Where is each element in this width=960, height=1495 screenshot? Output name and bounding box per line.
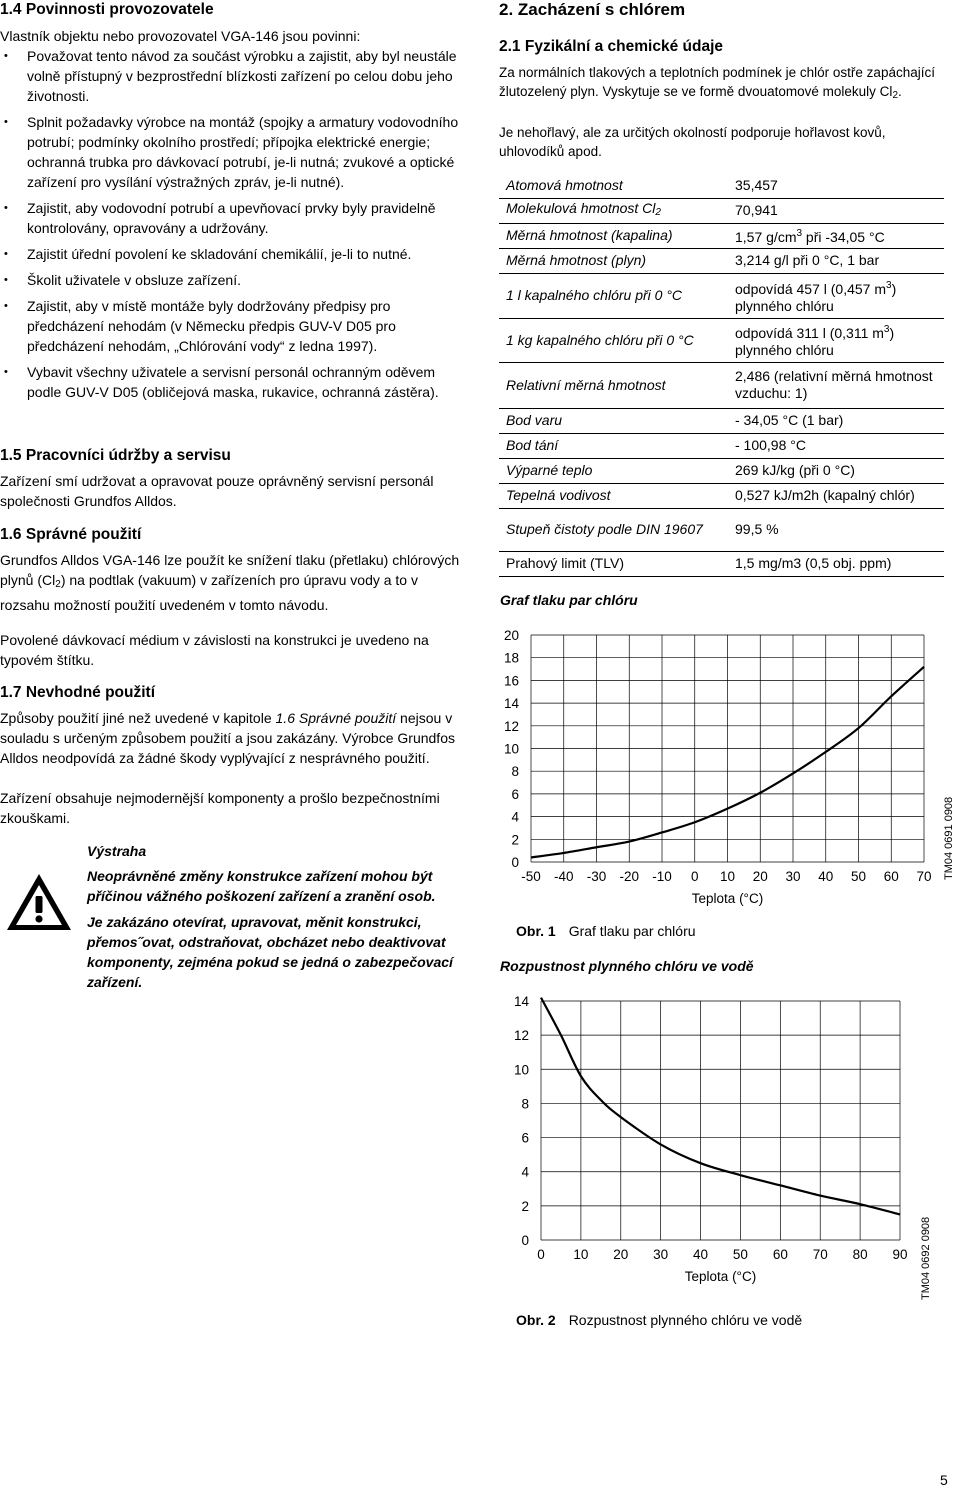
x-tick-label: 70 [916, 869, 932, 884]
x-tick-label: 40 [693, 1247, 709, 1262]
section-1-4-title: 1.4 Povinnosti provozovatele [0, 1, 214, 18]
x-tick-label: 10 [719, 869, 736, 884]
vapor-pressure-chart [490, 618, 950, 918]
bullet-icon: • [4, 300, 8, 312]
section-1-4-intro: Vlastník objektu nebo provozovatel VGA-146 jsou povinni: [0, 28, 361, 44]
table-row: Molekulová hmotnost $Cl_2$ 70,941 [499, 198, 944, 223]
bullet-icon: • [4, 248, 8, 260]
series-line [541, 998, 900, 1215]
section-1-7-paragraph-1: Způsoby použití jiné než uvedené v kapitole 1.6 Správné použití nejsou v souladu s určeným způsobem použití a jsou zakázány. Výrobce Grundfos Alldos neodpovídá za žádné škody vyplývající z nesprávného použití. [0, 710, 455, 766]
table-row: Relativní měrná hmotnost 2,486 (relativní měrná hmotnost vzduchu: 1) [499, 362, 944, 408]
figure-2-code: TM04 0692 0908 [920, 1216, 932, 1300]
warning-text-1: Neoprávněné změny konstrukce zařízení mohou být příčinou vážného poškození zařízení a zranění osob. [87, 868, 436, 904]
x-tick-label: 20 [752, 869, 768, 884]
table-row: 1 l kapalného chlóru při 0 °C odpovídá 457 l (0,457 $m^3$) plynného chlóru [499, 273, 944, 318]
bullet-icon: • [4, 202, 8, 214]
x-tick-label: -10 [652, 869, 672, 884]
list-item: • Zajistit úřední povolení ke skladování chemikálií, je-li to nutné. [4, 246, 412, 262]
warning-icon [5, 872, 73, 932]
y-tick-label: 10 [513, 1062, 529, 1078]
y-tick-label: 0 [521, 1233, 529, 1248]
y-tick-label: 10 [503, 741, 519, 757]
x-tick-label: -40 [553, 869, 574, 884]
x-tick-label: 30 [785, 869, 801, 884]
chlorine-properties-table [499, 173, 944, 577]
section-1-6-paragraph-1: Grundfos Alldos VGA-146 lze použít ke snížení tlaku (přetlaku) chlórových plynů $(Cl_2)$ na podtlak (vakuum) v zařízeních pro úpravu vody a to v rozsahu možností použití uvedeném v tomto návodu. [0, 552, 460, 613]
y-tick-label: 4 [511, 809, 519, 825]
list-item: • Zajistit, aby vodovodní potrubí a upevňovací prvky byly pravidelně kontrolovány, opravovány a udržovány. [4, 200, 436, 236]
figure-1-code: TM04 0691 0908 [943, 796, 955, 880]
section-2-1-paragraph-2: Je nehořlavý, ale za určitých okolností podporuje hořlavost kovů, uhlovodíků apod. [499, 125, 886, 159]
y-tick-label: 8 [511, 764, 519, 780]
section-2-1-paragraph-1: Za normálních tlakových a teplotních podmínek je chlór ostře zapáchající žlutozelený plyn. Vyskytuje se ve formě dvouatomové molekuly $Cl_2$. [499, 65, 935, 101]
table-row: Bod varu - 34,05 °C (1 bar) [499, 408, 944, 433]
table-row: Stupeň čistoty podle DIN 19607 99,5 % [499, 508, 944, 551]
bullet-icon: • [4, 274, 8, 286]
x-tick-label: 10 [573, 1247, 589, 1262]
x-tick-label: 60 [772, 1247, 788, 1262]
x-tick-label: 50 [850, 869, 867, 884]
y-tick-label: 6 [511, 786, 519, 802]
y-tick-label: 12 [503, 718, 519, 734]
solubility-chart [490, 985, 950, 1305]
list-item: • Považovat tento návod za součást výrobku a zajistit, aby byl neustále volně přístupný v bezprostřední blízkosti zařízení po celou dobu jeho životnosti. [4, 48, 457, 104]
y-tick-label: 4 [521, 1164, 529, 1180]
x-tick-label: 50 [732, 1247, 748, 1262]
table-row: Atomová hmotnost 35,457 [499, 173, 944, 198]
table-row: Měrná hmotnost (kapalina) 1,57 $g/cm^3$ při -34,05 °C [499, 223, 944, 248]
warning-title: Výstraha [87, 843, 147, 859]
x-tick-label: 0 [537, 1247, 545, 1262]
y-tick-label: 8 [521, 1096, 529, 1112]
table-row: Prahový limit (TLV) 1,5 mg/m3 (0,5 obj. ppm) [499, 551, 944, 576]
y-tick-label: 20 [503, 628, 519, 643]
section-1-5-text: Zařízení smí udržovat a opravovat pouze oprávněný servisní personál společnosti Grundfos Alldos. [0, 473, 434, 509]
x-tick-label: 30 [653, 1247, 669, 1262]
table-row: Bod tání - 100,98 °C [499, 433, 944, 458]
section-1-5-title: 1.5 Pracovníci údržby a servisu [0, 447, 231, 464]
figure-2-heading: Rozpustnost plynného chlóru ve vodě [500, 958, 754, 974]
list-item: • Zajistit, aby v místě montáže byly dodržovány předpisy pro předcházení nehodám (v Německu předpis GUV-V D05 pro předcházení nehodám, „Chlórování vody“ z ledna 1997). [4, 298, 396, 354]
section-2-title: 2. Zacházení s chlórem [499, 0, 686, 19]
y-tick-label: 18 [503, 650, 519, 666]
y-tick-label: 2 [521, 1198, 529, 1214]
section-1-6-title: 1.6 Správné použití [0, 526, 142, 543]
x-axis-label: Teplota (°C) [684, 1269, 757, 1284]
x-tick-label: 70 [812, 1247, 828, 1262]
list-item: • Školit uživatele v obsluze zařízení. [4, 272, 241, 288]
x-tick-label: 0 [690, 869, 699, 884]
x-tick-label: 60 [883, 869, 899, 884]
table-row: Měrná hmotnost (plyn) 3,214 g/l při 0 °C, 1 bar [499, 248, 944, 273]
x-tick-label: -20 [619, 869, 640, 884]
y-tick-label: 12 [513, 1028, 529, 1044]
duties-list [0, 46, 465, 402]
warning-text-2: Je zakázáno otevírat, upravovat, měnit konstrukci, přemos˝ovat, odstraňovat, obcházet nebo deaktivovat komponenty, zejména pokud se jedná o zabezpečovací zařízení. [87, 914, 453, 990]
section-1-7-title: 1.7 Nevhodné použití [0, 684, 156, 701]
x-tick-label: 20 [613, 1247, 629, 1262]
y-tick-label: 2 [511, 832, 519, 848]
y-tick-label: 14 [503, 696, 519, 712]
x-tick-label: 40 [818, 869, 834, 884]
list-item: • Vybavit všechny uživatele a servisní personál ochranným oděvem podle GUV-V D05 (obličejová maska, rukavice, ochranná zástěra). [4, 364, 439, 400]
table-row: 1 kg kapalného chlóru při 0 °C odpovídá 311 l (0,311 $m^3$) plynného chlóru [499, 318, 944, 362]
x-tick-label: 90 [892, 1247, 908, 1262]
x-tick-label: -50 [521, 869, 541, 884]
list-item: • Splnit požadavky výrobce na montáž (spojky a armatury vodovodního potrubí; podmínky okolního prostředí; přípojka elektrické energie; ochranná trubka pro dávkovací potrubí, je-li nutná; zvukové a optické zařízení pro vysílání výstražných zpráv, je-li nutné). [4, 114, 459, 190]
y-tick-label: 0 [511, 855, 519, 870]
y-tick-label: 16 [503, 673, 519, 689]
table-row: Tepelná vodivost 0,527 kJ/m2h (kapalný chlór) [499, 483, 944, 508]
section-1-7-paragraph-2: Zařízení obsahuje nejmodernější komponenty a prošlo bezpečnostními zkouškami. [0, 790, 440, 826]
section-1-6-paragraph-2: Povolené dávkovací médium v závislosti na konstrukci je uvedeno na typovém štítku. [0, 632, 429, 668]
table-row: Výparné teplo 269 kJ/kg (při 0 °C) [499, 458, 944, 483]
figure-1-caption: Obr. 1 Graf tlaku par chlóru [516, 923, 696, 939]
page-number: 5 [940, 1472, 948, 1488]
x-tick-label: 80 [852, 1247, 868, 1262]
warning-block [87, 841, 467, 992]
y-tick-label: 6 [521, 1130, 529, 1146]
figure-2-caption: Obr. 2 Rozpustnost plynného chlóru ve vodě [516, 1312, 803, 1328]
x-tick-label: -30 [586, 869, 607, 884]
bullet-icon: • [4, 366, 8, 378]
bullet-icon: • [4, 116, 8, 128]
chapter-reference: 1.6 Správné použití [275, 710, 397, 726]
bullet-icon: • [4, 50, 8, 62]
figure-1-heading: Graf tlaku par chlóru [500, 592, 638, 608]
y-tick-label: 14 [513, 994, 529, 1009]
x-axis-label: Teplota (°C) [691, 891, 764, 906]
section-2-1-title: 2.1 Fyzikální a chemické údaje [499, 38, 724, 55]
